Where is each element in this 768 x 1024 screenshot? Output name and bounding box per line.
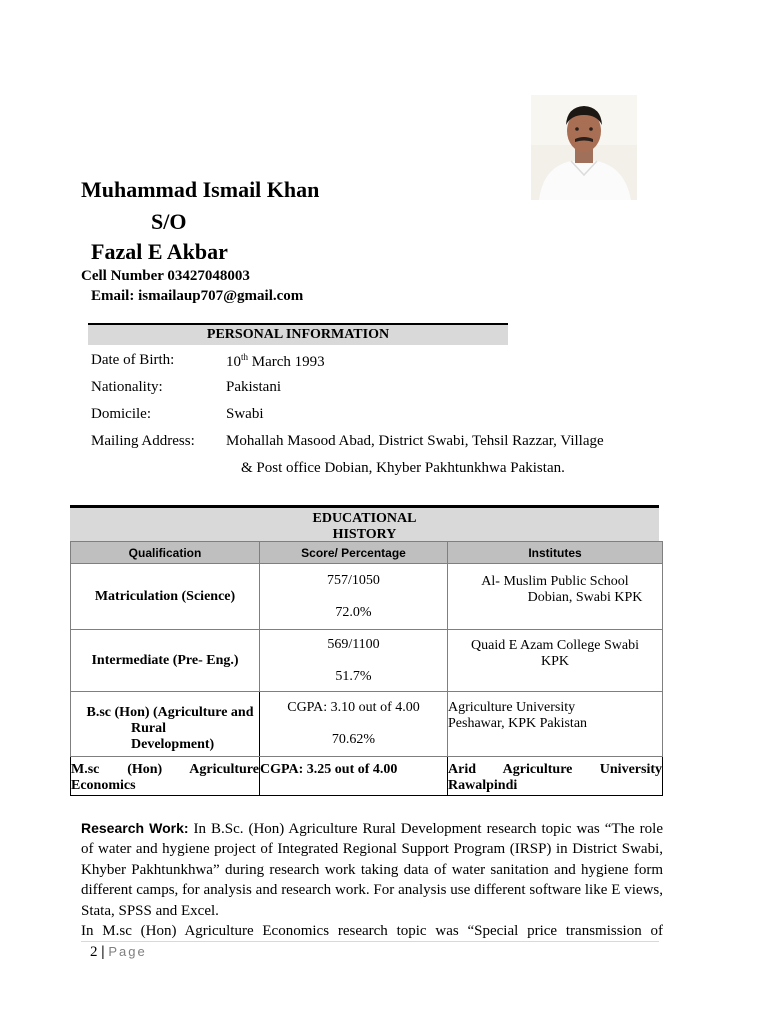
qualification-cell: Intermediate (Pre- Eng.) <box>71 630 260 692</box>
education-heading <box>70 505 659 541</box>
qualification-line-1: M.sc (Hon) Agriculture <box>71 762 259 777</box>
nationality-value: Pakistani <box>226 379 281 395</box>
institute-line-2: Peshawar, KPK Pakistan <box>448 716 588 731</box>
qualification-line-3: Development) <box>131 737 215 752</box>
email-address: Email: ismailaup707@gmail.com <box>91 288 304 304</box>
dob-label: Date of Birth: <box>91 352 175 368</box>
qualification-line-1: B.sc (Hon) (Agriculture and <box>86 705 254 720</box>
qualification-cell <box>71 692 260 757</box>
candidate-name: Muhammad Ismail Khan <box>81 177 320 202</box>
person-photo-icon <box>531 95 637 200</box>
institute-line-2: KPK <box>540 653 569 669</box>
research-text-1: In B.Sc. (Hon) Agriculture Rural Development research topic was “The role of water and hygiene project of Integrated Regional Support Program (IRSP) in District Swabi, Khyber Pakhtunkhwa” during research work taking data of water sanitation and hygiene form different camps, for analysis and research work. For analysis use different software like E views, Stata, SPSS and Excel. <box>81 821 663 919</box>
score-value: 757/1050 <box>327 572 380 588</box>
table-row <box>71 757 663 796</box>
score-value: 569/1100 <box>327 636 380 652</box>
table-row <box>71 630 663 692</box>
score-cell <box>260 564 448 630</box>
personal-info-heading: PERSONAL INFORMATION <box>88 323 508 345</box>
dob-month-year: March 1993 <box>248 354 325 370</box>
institute-line-1: Quaid E Azam College Swabi <box>471 637 639 653</box>
page-footer <box>90 944 147 961</box>
page-separator: | <box>97 944 109 960</box>
institute-cell <box>448 692 663 757</box>
institute-cell <box>448 757 663 796</box>
institute-cell <box>448 564 663 630</box>
institute-line-2: Rawalpindi <box>448 778 518 793</box>
cell-number: Cell Number 03427048003 <box>81 268 250 284</box>
qualification-line-2: Rural <box>131 721 166 736</box>
education-heading-line-1: EDUCATIONAL <box>312 511 417 526</box>
score-value: CGPA: 3.25 out of 4.00 <box>260 762 398 777</box>
dob-day: 10 <box>226 354 241 370</box>
institute-line-2: Dobian, Swabi KPK <box>527 589 643 605</box>
institute-line-1: Al- Muslim Public School <box>481 573 629 589</box>
table-header-row <box>71 542 663 564</box>
domicile-label: Domicile: <box>91 406 151 422</box>
institute-line-1: Agriculture University <box>448 700 576 715</box>
research-section <box>81 818 663 941</box>
dob-suffix: th <box>241 352 249 362</box>
qualification-cell <box>71 757 260 796</box>
percent-value: 70.62% <box>331 732 376 747</box>
relation-label: S/O <box>151 209 187 234</box>
col-header-qualification: Qualification <box>71 542 260 564</box>
score-cell <box>260 757 448 796</box>
footer-divider <box>81 941 659 942</box>
col-header-institutes: Institutes <box>448 542 663 564</box>
institute-cell <box>448 630 663 692</box>
father-name: Fazal E Akbar <box>91 239 228 264</box>
research-paragraph-1 <box>81 818 663 921</box>
qualification-cell: Matriculation (Science) <box>71 564 260 630</box>
dob-value <box>226 352 325 371</box>
nationality-label: Nationality: <box>91 379 163 395</box>
page-word: Page <box>108 944 147 959</box>
score-value: CGPA: 3.10 out of 4.00 <box>287 700 420 715</box>
score-cell <box>260 630 448 692</box>
percent-value: 51.7% <box>335 668 372 684</box>
address-line-2: & Post office Dobian, Khyber Pakhtunkhwa Pakistan. <box>241 460 565 476</box>
address-label: Mailing Address: <box>91 433 195 449</box>
page-number: 2 <box>90 944 98 960</box>
table-row <box>71 564 663 630</box>
col-header-score: Score/ Percentage <box>260 542 448 564</box>
research-label: Research Work: <box>81 820 189 836</box>
domicile-value: Swabi <box>226 406 264 422</box>
education-grid <box>70 541 663 796</box>
research-paragraph-2: In M.sc (Hon) Agriculture Economics research topic was “Special price transmission of <box>81 923 663 940</box>
address-line-1: Mohallah Masood Abad, District Swabi, Tehsil Razzar, Village <box>226 433 604 449</box>
education-table <box>70 505 662 796</box>
education-heading-line-2: HISTORY <box>332 527 397 542</box>
table-row <box>71 692 663 757</box>
profile-photo <box>531 95 637 200</box>
score-cell <box>260 692 448 757</box>
institute-line-1: Arid Agriculture University <box>448 762 662 777</box>
percent-value: 72.0% <box>335 604 372 620</box>
qualification-line-2: Economics <box>71 778 136 793</box>
